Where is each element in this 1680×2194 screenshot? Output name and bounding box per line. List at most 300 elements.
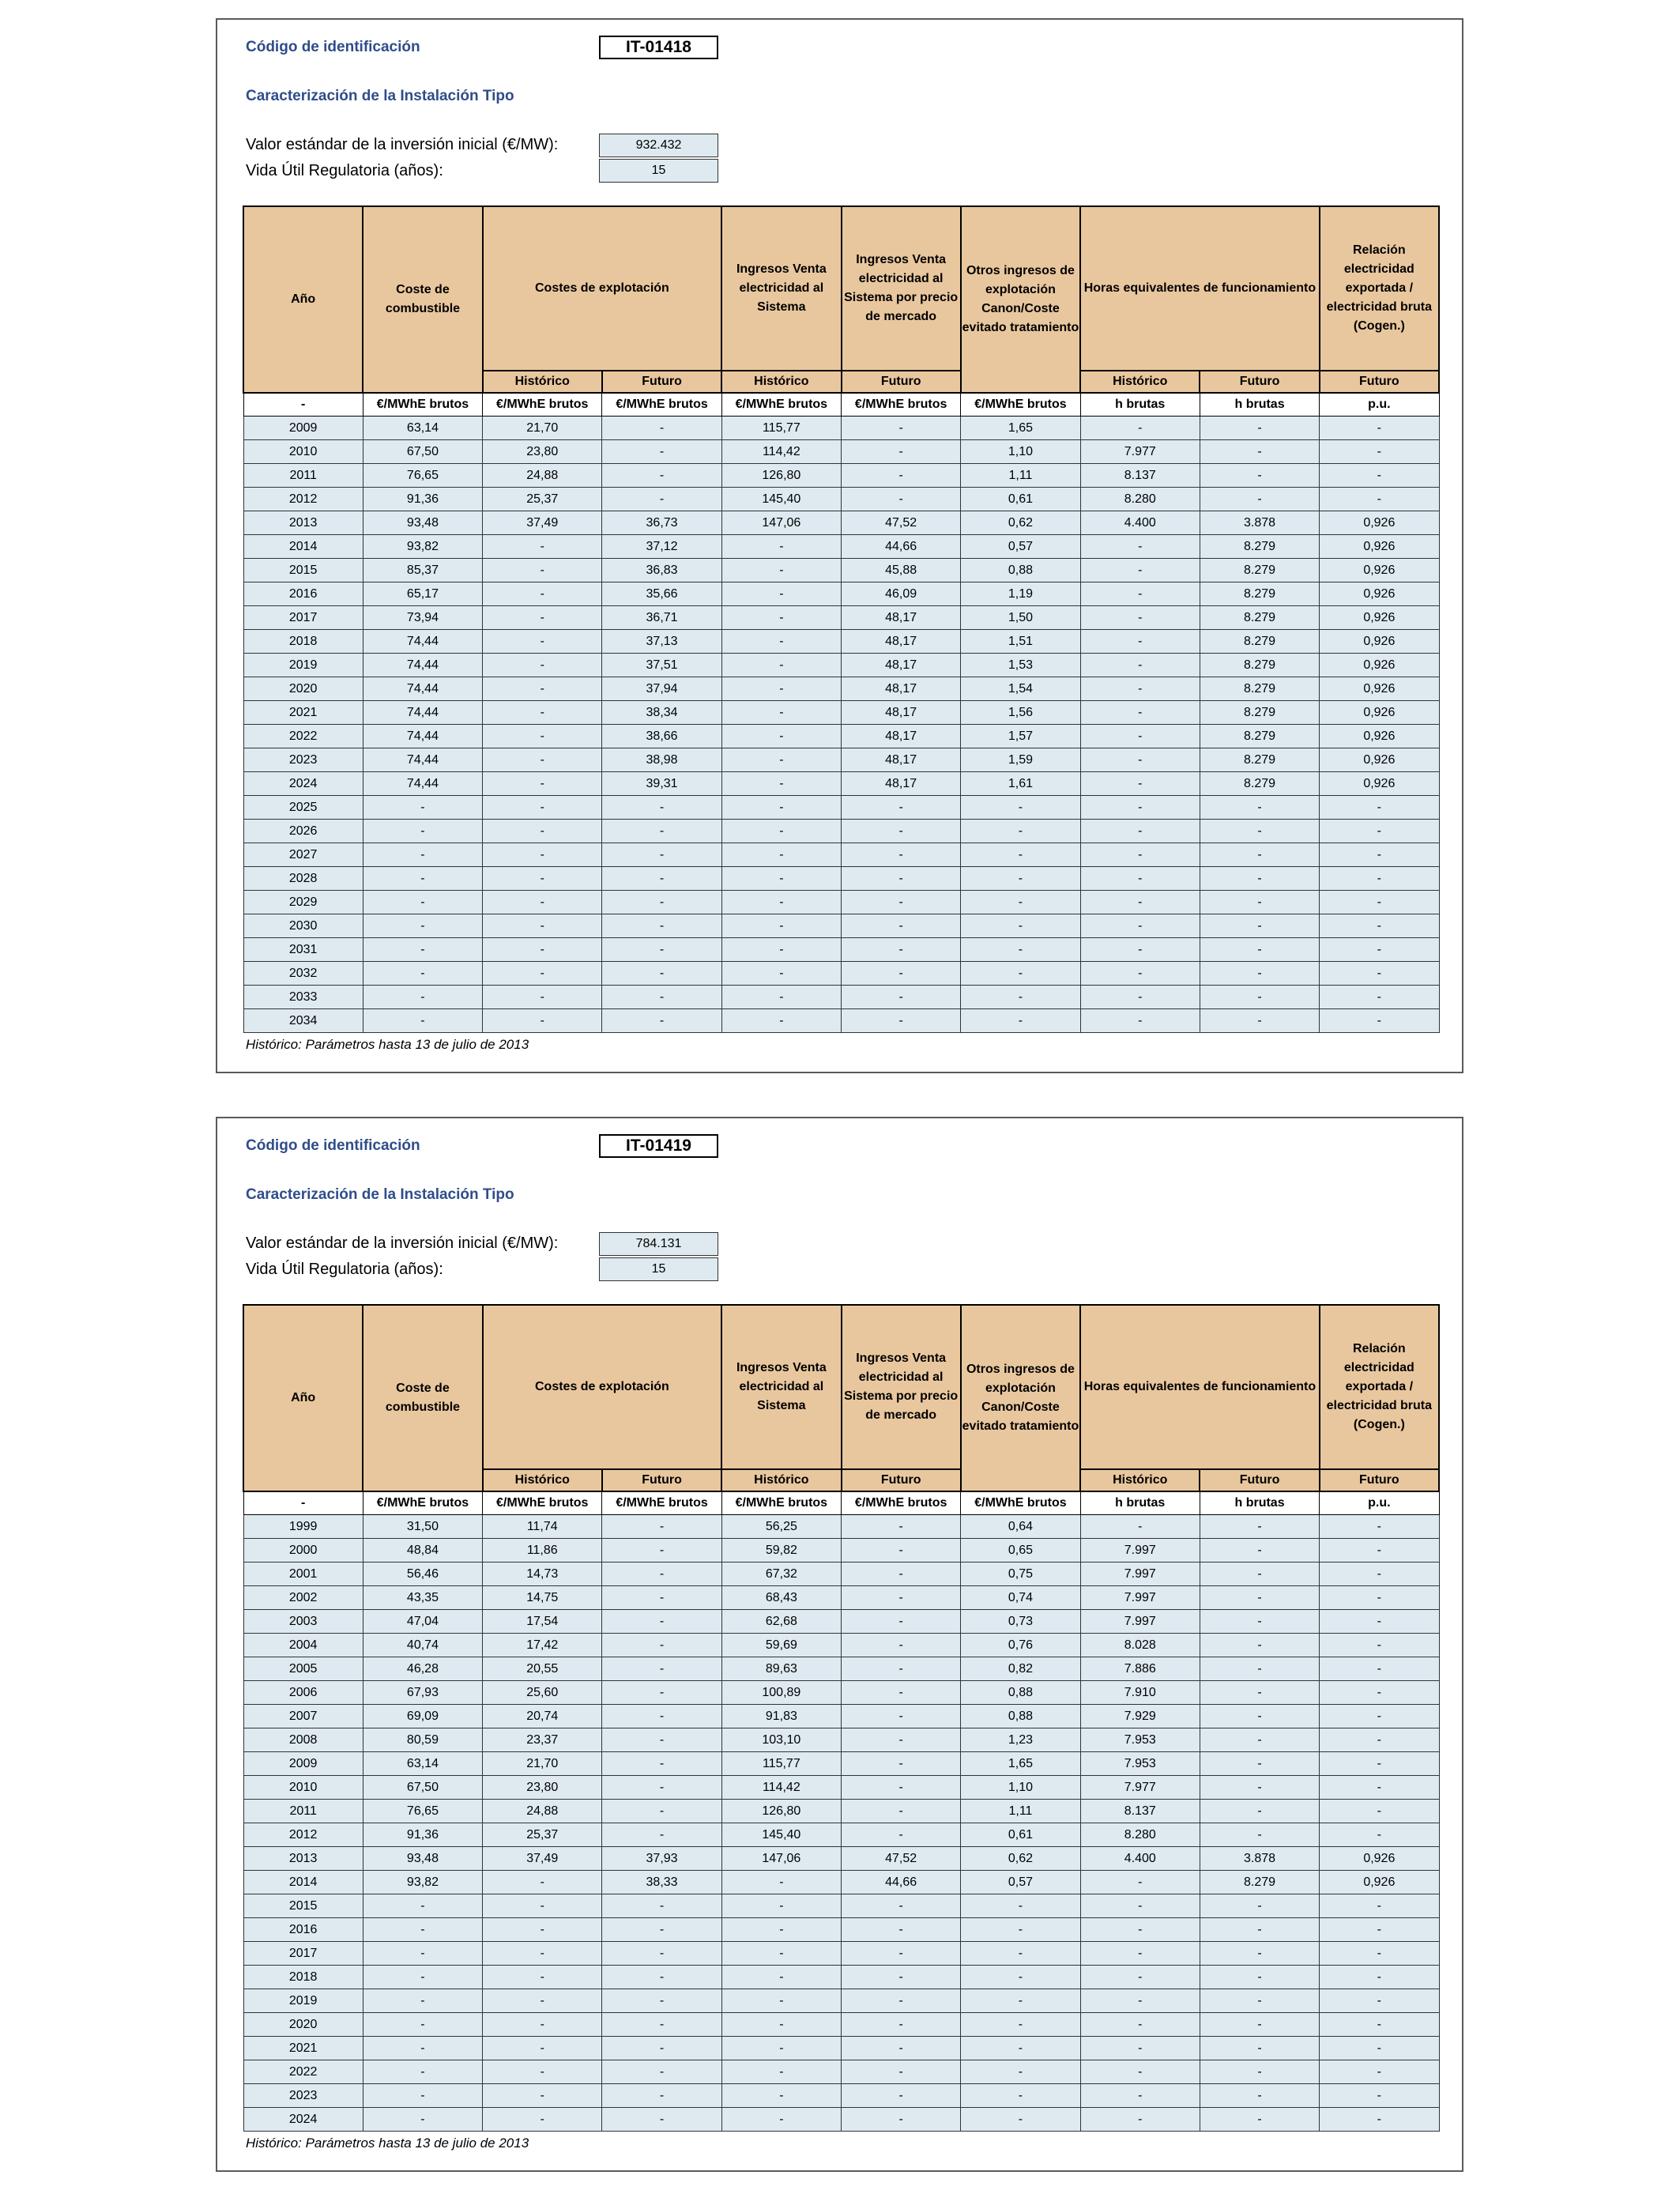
value-cell: - <box>1320 1823 1439 1847</box>
value-cell: - <box>842 2108 961 2132</box>
value-cell: 1,10 <box>961 1776 1080 1800</box>
year-cell: 2009 <box>243 417 363 440</box>
value-cell: - <box>1200 938 1319 962</box>
value-cell: - <box>1080 630 1200 654</box>
value-cell: - <box>602 2060 721 2084</box>
year-cell: 2018 <box>243 1966 363 1989</box>
table-row <box>243 1634 1439 1657</box>
caracterizacion-heading: Caracterización de la Instalación Tipo <box>246 88 514 104</box>
value-cell: - <box>602 1657 721 1681</box>
value-cell: 8.279 <box>1200 582 1319 606</box>
year-cell: 2008 <box>243 1728 363 1752</box>
table-row <box>243 1942 1439 1966</box>
value-cell: - <box>483 677 602 701</box>
value-cell: - <box>1080 891 1200 914</box>
year-cell: 2021 <box>243 2037 363 2060</box>
value-cell: 39,31 <box>602 772 721 796</box>
value-cell: 3.878 <box>1200 1847 1319 1871</box>
value-cell: - <box>842 2013 961 2037</box>
value-cell: - <box>1080 1515 1200 1539</box>
value-cell: - <box>721 582 841 606</box>
value-cell: 11,86 <box>483 1539 602 1563</box>
table-row <box>243 511 1439 535</box>
value-cell: - <box>1200 986 1319 1009</box>
value-cell: 38,66 <box>602 725 721 748</box>
value-cell: - <box>602 1894 721 1918</box>
value-cell: 76,65 <box>363 1800 482 1823</box>
value-cell: 36,73 <box>602 511 721 535</box>
value-cell: 145,40 <box>721 488 841 511</box>
table-row <box>243 1563 1439 1586</box>
value-cell: - <box>602 1681 721 1705</box>
value-cell: 47,52 <box>842 1847 961 1871</box>
value-cell: - <box>1200 1966 1319 1989</box>
value-cell: - <box>363 1942 482 1966</box>
value-cell: - <box>602 1989 721 2013</box>
subheader-futuro: Futuro <box>1200 371 1319 393</box>
table-row <box>243 914 1439 938</box>
value-cell: 0,74 <box>961 1586 1080 1610</box>
header-costes-explotacion: Costes de explotación <box>483 206 722 371</box>
value-cell: 115,77 <box>721 1752 841 1776</box>
year-cell: 2034 <box>243 1009 363 1033</box>
value-cell: - <box>1200 1918 1319 1942</box>
value-cell: - <box>602 1539 721 1563</box>
year-cell: 2022 <box>243 725 363 748</box>
value-cell: 59,82 <box>721 1539 841 1563</box>
value-cell: 7.953 <box>1080 1728 1200 1752</box>
table-row <box>243 1776 1439 1800</box>
value-cell: - <box>1080 417 1200 440</box>
unit-cell: h brutas <box>1080 1491 1200 1515</box>
value-cell: 38,33 <box>602 1871 721 1894</box>
year-cell: 2006 <box>243 1681 363 1705</box>
subheader-futuro: Futuro <box>602 371 721 393</box>
table-row <box>243 1989 1439 2013</box>
value-cell: - <box>842 796 961 820</box>
value-cell: 8.280 <box>1080 488 1200 511</box>
value-cell: 0,926 <box>1320 701 1439 725</box>
value-cell: 0,926 <box>1320 677 1439 701</box>
table-row <box>243 2108 1439 2132</box>
value-cell: 147,06 <box>721 1847 841 1871</box>
value-cell: - <box>1320 1942 1439 1966</box>
value-cell: - <box>1080 559 1200 582</box>
value-cell: - <box>483 914 602 938</box>
value-cell: - <box>602 1705 721 1728</box>
value-cell: - <box>483 725 602 748</box>
unit-cell: €/MWhE brutos <box>602 393 721 417</box>
value-cell: 65,17 <box>363 582 482 606</box>
subheader-futuro: Futuro <box>602 1469 721 1491</box>
value-cell: - <box>1200 1009 1319 1033</box>
year-cell: 2027 <box>243 843 363 867</box>
value-cell: - <box>1320 914 1439 938</box>
value-cell: - <box>483 843 602 867</box>
value-cell: - <box>483 654 602 677</box>
table-row <box>243 535 1439 559</box>
value-cell: 74,44 <box>363 772 482 796</box>
value-cell: - <box>842 1610 961 1634</box>
value-cell: 0,61 <box>961 1823 1080 1847</box>
value-cell: - <box>363 796 482 820</box>
value-cell: - <box>1080 654 1200 677</box>
table-row <box>243 867 1439 891</box>
year-cell: 1999 <box>243 1515 363 1539</box>
subheader-historico: Histórico <box>483 371 602 393</box>
subheader-historico: Histórico <box>721 371 841 393</box>
value-cell: - <box>363 820 482 843</box>
installation-panel-2 <box>216 1117 1463 2172</box>
value-cell: 7.977 <box>1080 440 1200 464</box>
value-cell: - <box>1320 1009 1439 1033</box>
value-cell: 21,70 <box>483 1752 602 1776</box>
value-cell: - <box>961 1009 1080 1033</box>
value-cell: - <box>1200 962 1319 986</box>
value-cell: 93,82 <box>363 535 482 559</box>
table-row <box>243 772 1439 796</box>
year-cell: 2020 <box>243 2013 363 2037</box>
value-cell: - <box>721 962 841 986</box>
value-cell: 0,926 <box>1320 582 1439 606</box>
value-cell: 93,48 <box>363 1847 482 1871</box>
value-cell: 114,42 <box>721 440 841 464</box>
table-row <box>243 2037 1439 2060</box>
value-cell: 1,11 <box>961 464 1080 488</box>
value-cell: 1,10 <box>961 440 1080 464</box>
value-cell: - <box>602 1800 721 1823</box>
value-cell: - <box>1320 938 1439 962</box>
table-row <box>243 559 1439 582</box>
value-cell: - <box>1080 606 1200 630</box>
inversion-value: 784.131 <box>599 1232 718 1256</box>
inversion-value: 932.432 <box>599 134 718 157</box>
value-cell: 0,73 <box>961 1610 1080 1634</box>
unit-cell: €/MWhE brutos <box>363 393 482 417</box>
value-cell: - <box>1320 986 1439 1009</box>
year-cell: 2024 <box>243 772 363 796</box>
unit-cell: h brutas <box>1080 393 1200 417</box>
value-cell: - <box>1080 772 1200 796</box>
value-cell: - <box>1320 1539 1439 1563</box>
year-cell: 2033 <box>243 986 363 1009</box>
value-cell: - <box>1320 1634 1439 1657</box>
value-cell: 36,83 <box>602 559 721 582</box>
value-cell: 38,98 <box>602 748 721 772</box>
value-cell: 8.137 <box>1080 464 1200 488</box>
value-cell: 37,93 <box>602 1847 721 1871</box>
value-cell: - <box>842 1942 961 1966</box>
value-cell: - <box>961 1918 1080 1942</box>
unit-cell: €/MWhE brutos <box>842 1491 961 1515</box>
header-coste-combustible: Coste de combustible <box>363 1305 482 1491</box>
value-cell: - <box>721 796 841 820</box>
value-cell: 24,88 <box>483 464 602 488</box>
value-cell: - <box>602 1966 721 1989</box>
value-cell: - <box>602 1752 721 1776</box>
value-cell: - <box>842 440 961 464</box>
value-cell: - <box>483 1942 602 1966</box>
value-cell: 126,80 <box>721 1800 841 1823</box>
value-cell: - <box>1080 1989 1200 2013</box>
table-row <box>243 417 1439 440</box>
year-cell: 2013 <box>243 1847 363 1871</box>
value-cell: - <box>483 962 602 986</box>
value-cell: - <box>721 843 841 867</box>
table-row <box>243 2060 1439 2084</box>
value-cell: - <box>721 1966 841 1989</box>
value-cell: - <box>842 1657 961 1681</box>
value-cell: 8.279 <box>1200 630 1319 654</box>
year-cell: 2023 <box>243 2084 363 2108</box>
value-cell: - <box>721 2084 841 2108</box>
caracterizacion-heading: Caracterización de la Instalación Tipo <box>246 1186 514 1203</box>
table-row <box>243 488 1439 511</box>
vida-label: Vida Útil Regulatoria (años): <box>246 162 443 179</box>
value-cell: - <box>1320 464 1439 488</box>
value-cell: - <box>721 630 841 654</box>
value-cell: - <box>483 2060 602 2084</box>
inversion-label: Valor estándar de la inversión inicial (€/MW): <box>246 136 559 153</box>
year-cell: 2019 <box>243 1989 363 2013</box>
value-cell: 56,46 <box>363 1563 482 1586</box>
value-cell: 1,65 <box>961 417 1080 440</box>
value-cell: 48,17 <box>842 748 961 772</box>
value-cell: 0,926 <box>1320 725 1439 748</box>
value-cell: - <box>721 606 841 630</box>
value-cell: - <box>1320 2108 1439 2132</box>
value-cell: - <box>721 1009 841 1033</box>
value-cell: - <box>1200 2108 1319 2132</box>
value-cell: 0,926 <box>1320 606 1439 630</box>
value-cell: - <box>721 2037 841 2060</box>
value-cell: 63,14 <box>363 417 482 440</box>
unit-cell: €/MWhE brutos <box>602 1491 721 1515</box>
value-cell: - <box>602 1942 721 1966</box>
value-cell: 1,53 <box>961 654 1080 677</box>
value-cell: 0,926 <box>1320 559 1439 582</box>
value-cell: - <box>1320 1918 1439 1942</box>
value-cell: - <box>1200 488 1319 511</box>
year-cell: 2000 <box>243 1539 363 1563</box>
value-cell: 37,12 <box>602 535 721 559</box>
header-coste-combustible: Coste de combustible <box>363 206 482 393</box>
value-cell: - <box>363 938 482 962</box>
value-cell: - <box>1200 1823 1319 1847</box>
value-cell: 37,94 <box>602 677 721 701</box>
value-cell: 48,17 <box>842 606 961 630</box>
value-cell: - <box>961 1942 1080 1966</box>
unit-cell: - <box>243 1491 363 1515</box>
value-cell: - <box>1320 1776 1439 1800</box>
value-cell: 8.279 <box>1200 772 1319 796</box>
subheader-futuro: Futuro <box>1200 1469 1319 1491</box>
inversion-label: Valor estándar de la inversión inicial (€/MW): <box>246 1235 559 1252</box>
header-anio: Año <box>243 1305 363 1491</box>
value-cell: 0,88 <box>961 1705 1080 1728</box>
value-cell: 80,59 <box>363 1728 482 1752</box>
value-cell: 17,42 <box>483 1634 602 1657</box>
value-cell: 0,62 <box>961 1847 1080 1871</box>
value-cell: 20,55 <box>483 1657 602 1681</box>
unit-cell: €/MWhE brutos <box>721 1491 841 1515</box>
value-cell: 100,89 <box>721 1681 841 1705</box>
value-cell: - <box>1080 2060 1200 2084</box>
value-cell: 1,51 <box>961 630 1080 654</box>
value-cell: - <box>1080 2108 1200 2132</box>
value-cell: 8.137 <box>1080 1800 1200 1823</box>
year-cell: 2015 <box>243 1894 363 1918</box>
value-cell: - <box>483 867 602 891</box>
value-cell: 7.997 <box>1080 1563 1200 1586</box>
footnote: Histórico: Parámetros hasta 13 de julio de 2013 <box>246 2136 529 2151</box>
value-cell: - <box>1080 582 1200 606</box>
value-cell: 0,926 <box>1320 1871 1439 1894</box>
value-cell: 0,926 <box>1320 511 1439 535</box>
value-cell: 93,48 <box>363 511 482 535</box>
value-cell: 7.997 <box>1080 1610 1200 1634</box>
footnote: Histórico: Parámetros hasta 13 de julio de 2013 <box>246 1037 529 1052</box>
value-cell: 0,926 <box>1320 1847 1439 1871</box>
value-cell: - <box>721 748 841 772</box>
value-cell: - <box>1320 867 1439 891</box>
table-row <box>243 725 1439 748</box>
value-cell: - <box>961 2108 1080 2132</box>
value-cell: - <box>721 559 841 582</box>
value-cell: - <box>961 986 1080 1009</box>
value-cell: 0,88 <box>961 559 1080 582</box>
value-cell: - <box>961 2084 1080 2108</box>
value-cell: 7.997 <box>1080 1586 1200 1610</box>
value-cell: 8.279 <box>1200 1871 1319 1894</box>
value-cell: - <box>483 748 602 772</box>
value-cell: - <box>602 1563 721 1586</box>
value-cell: - <box>483 796 602 820</box>
value-cell: 126,80 <box>721 464 841 488</box>
year-cell: 2017 <box>243 1942 363 1966</box>
table-row <box>243 606 1439 630</box>
value-cell: - <box>1320 1800 1439 1823</box>
value-cell: 21,70 <box>483 417 602 440</box>
year-cell: 2011 <box>243 464 363 488</box>
value-cell: - <box>602 1728 721 1752</box>
value-cell: - <box>363 2060 482 2084</box>
value-cell: 8.279 <box>1200 725 1319 748</box>
value-cell: 48,17 <box>842 701 961 725</box>
value-cell: - <box>1080 2013 1200 2037</box>
unit-cell: p.u. <box>1320 393 1439 417</box>
value-cell: 45,88 <box>842 559 961 582</box>
value-cell: - <box>483 938 602 962</box>
unit-cell: - <box>243 393 363 417</box>
value-cell: 0,926 <box>1320 654 1439 677</box>
value-cell: - <box>1320 1752 1439 1776</box>
value-cell: 17,54 <box>483 1610 602 1634</box>
value-cell: - <box>1200 1989 1319 2013</box>
table-row <box>243 748 1439 772</box>
value-cell: - <box>363 914 482 938</box>
value-cell: - <box>1200 1942 1319 1966</box>
value-cell: 23,80 <box>483 440 602 464</box>
table-row <box>243 677 1439 701</box>
value-cell: - <box>961 962 1080 986</box>
value-cell: - <box>842 1728 961 1752</box>
value-cell: - <box>1320 1586 1439 1610</box>
table-row <box>243 1966 1439 1989</box>
value-cell: - <box>483 891 602 914</box>
value-cell: - <box>1080 867 1200 891</box>
value-cell: 67,50 <box>363 440 482 464</box>
value-cell: - <box>1320 488 1439 511</box>
value-cell: 67,50 <box>363 1776 482 1800</box>
year-cell: 2005 <box>243 1657 363 1681</box>
table-row <box>243 938 1439 962</box>
value-cell: - <box>842 488 961 511</box>
value-cell: - <box>1320 962 1439 986</box>
value-cell: 14,73 <box>483 1563 602 1586</box>
value-cell: 67,93 <box>363 1681 482 1705</box>
value-cell: - <box>842 820 961 843</box>
value-cell: - <box>363 891 482 914</box>
value-cell: - <box>602 820 721 843</box>
value-cell: - <box>602 867 721 891</box>
value-cell: 8.279 <box>1200 559 1319 582</box>
header-horas-equivalentes: Horas equivalentes de funcionamiento <box>1080 1305 1320 1469</box>
vida-value: 15 <box>599 1257 718 1281</box>
value-cell: 74,44 <box>363 701 482 725</box>
value-cell: 48,17 <box>842 654 961 677</box>
value-cell: 1,56 <box>961 701 1080 725</box>
value-cell: - <box>483 986 602 1009</box>
value-cell: 37,49 <box>483 511 602 535</box>
value-cell: 7.886 <box>1080 1657 1200 1681</box>
value-cell: - <box>842 891 961 914</box>
value-cell: - <box>602 488 721 511</box>
value-cell: - <box>721 2108 841 2132</box>
year-cell: 2011 <box>243 1800 363 1823</box>
value-cell: 35,66 <box>602 582 721 606</box>
value-cell: - <box>483 630 602 654</box>
value-cell: 20,74 <box>483 1705 602 1728</box>
value-cell: - <box>842 464 961 488</box>
value-cell: - <box>363 2013 482 2037</box>
value-cell: - <box>483 2013 602 2037</box>
value-cell: - <box>1320 843 1439 867</box>
value-cell: 8.279 <box>1200 654 1319 677</box>
value-cell: - <box>1200 1894 1319 1918</box>
value-cell: - <box>602 1009 721 1033</box>
value-cell: - <box>1320 2037 1439 2060</box>
value-cell: - <box>961 2013 1080 2037</box>
value-cell: 23,37 <box>483 1728 602 1752</box>
value-cell: - <box>1320 417 1439 440</box>
value-cell: - <box>961 843 1080 867</box>
value-cell: 0,62 <box>961 511 1080 535</box>
unit-cell: €/MWhE brutos <box>721 393 841 417</box>
value-cell: - <box>602 962 721 986</box>
value-cell: 76,65 <box>363 464 482 488</box>
value-cell: - <box>1200 867 1319 891</box>
subheader-futuro: Futuro <box>842 1469 961 1491</box>
value-cell: - <box>842 867 961 891</box>
value-cell: - <box>363 1989 482 2013</box>
value-cell: - <box>1200 796 1319 820</box>
value-cell: - <box>1320 1681 1439 1705</box>
subheader-historico: Histórico <box>1080 1469 1200 1491</box>
vida-value: 15 <box>599 159 718 183</box>
value-cell: - <box>721 701 841 725</box>
value-cell: 0,64 <box>961 1515 1080 1539</box>
